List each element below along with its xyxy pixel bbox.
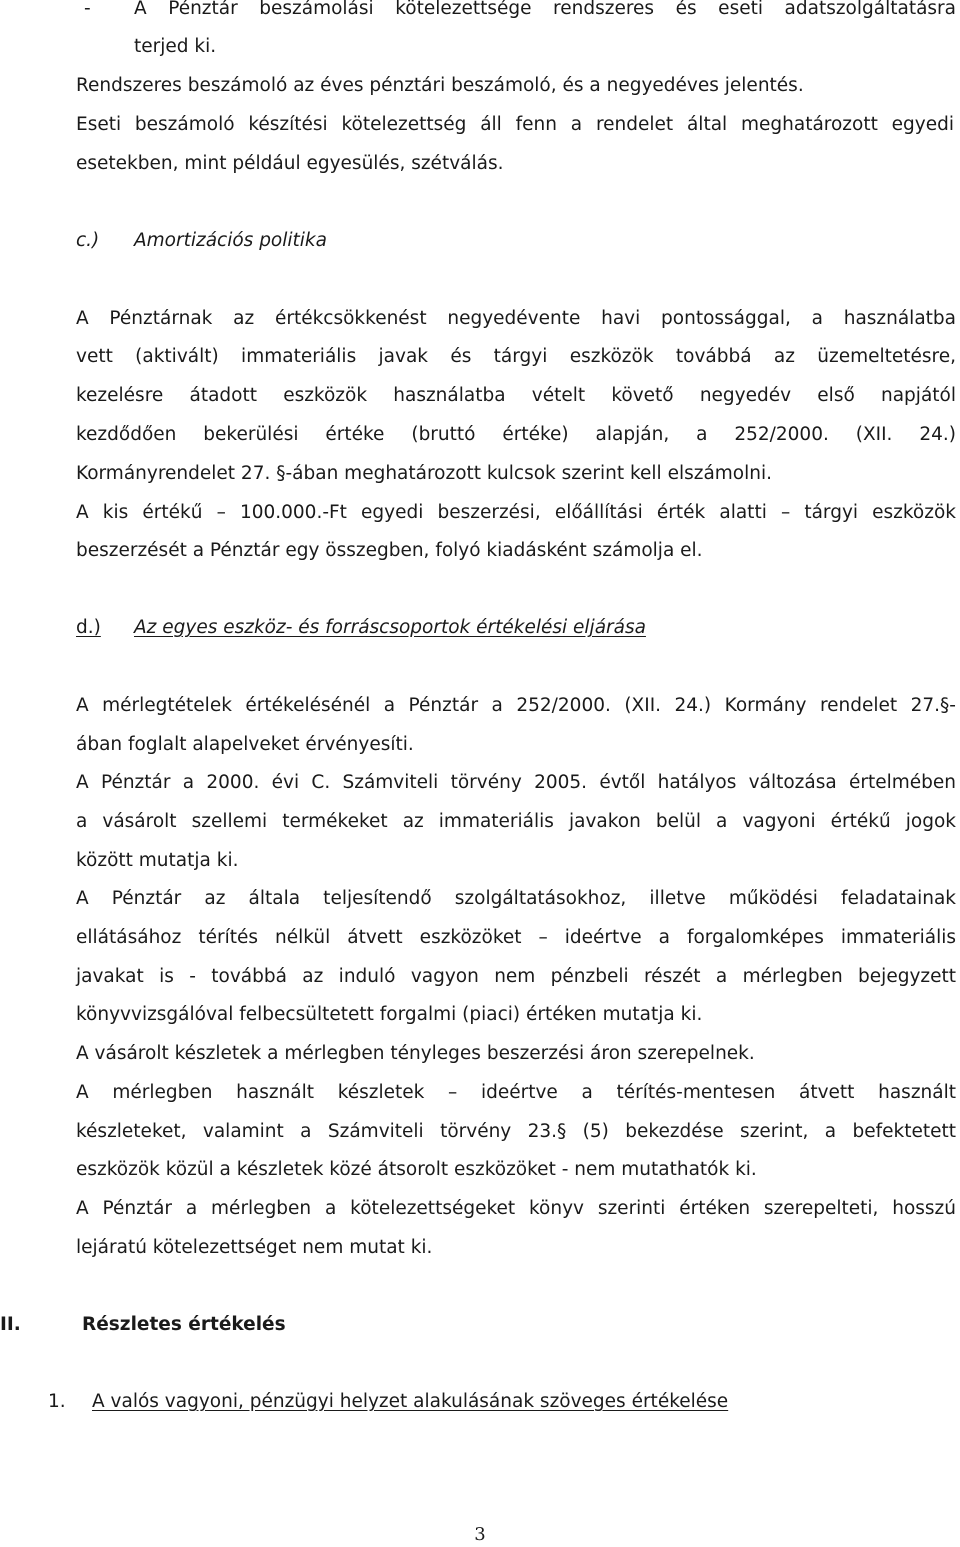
text-line: ában foglalt alapelveket érvényesíti. — [76, 734, 414, 755]
text-line: Eseti beszámoló készítési kötelezettség áll fenn a rendelet által meghatározott egyedi — [76, 114, 954, 135]
text-line: A mérlegben használt készletek – ideértve a térítés-mentesen átvett használt — [76, 1082, 956, 1103]
section-title-amortization: Amortizációs politika — [134, 230, 327, 251]
text-line: A Pénztárnak az értékcsökkenést negyedévente havi pontossággal, a használatba — [76, 308, 956, 329]
text-line: terjed ki. — [134, 36, 217, 57]
list-dash: - — [84, 0, 91, 19]
text-line: A Pénztár a 2000. évi C. Számviteli törvény 2005. évtől hatályos változása értelmében — [76, 772, 956, 793]
text-line: ellátásához térítés nélkül átvett eszközöket – ideértve a forgalomképes immateriális — [76, 927, 956, 948]
text-line: Rendszeres beszámoló az éves pénztári beszámoló, és a negyedéves jelentés. — [76, 75, 804, 96]
text-line: lejáratú kötelezettséget nem mutat ki. — [76, 1237, 433, 1258]
section-label-d: d.) — [76, 617, 101, 638]
text-line: kezelésre átadott eszközök használatba vételt követő negyedév első napjától — [76, 385, 956, 406]
text-line: beszerzését a Pénztár egy összegben, folyó kiadásként számolja el. — [76, 540, 703, 561]
text-line: készleteket, valamint a Számviteli törvény 23.§ (5) bekezdése szerint, a befektetett — [76, 1121, 956, 1142]
text-line: a vásárolt szellemi termékeket az immateriális javakon belül a vagyoni értékű jogok — [76, 811, 956, 832]
text-line: eszközök közül a készletek közé átsorolt eszközöket - nem mutathatók ki. — [76, 1159, 757, 1180]
text-line: esetekben, mint például egyesülés, szétválás. — [76, 153, 504, 174]
text-line: A Pénztár az általa teljesítendő szolgáltatásokhoz, illetve működési feladatainak — [76, 888, 956, 909]
subsection-title: A valós vagyoni, pénzügyi helyzet alakulásának szöveges értékelése — [92, 1391, 729, 1412]
text-line: A vásárolt készletek a mérlegben tényleges beszerzési áron szerepelnek. — [76, 1043, 755, 1064]
chapter-title: Részletes értékelés — [82, 1314, 286, 1335]
section-label-c: c.) — [76, 230, 100, 251]
text-line: javakat is - továbbá az induló vagyon nem pénzbeli részét a mérlegben bejegyzett — [76, 966, 956, 987]
page-number: 3 — [474, 1524, 486, 1545]
text-line: között mutatja ki. — [76, 850, 239, 871]
text-line: kezdődően bekerülési értéke (bruttó értéke) alapján, a 252/2000. (XII. 24.) — [76, 424, 956, 445]
text-line: A mérlegtételek értékelésénél a Pénztár a 252/2000. (XII. 24.) Kormány rendelet 27.§- — [76, 695, 956, 716]
subsection-number: 1. — [48, 1391, 66, 1412]
text-line: A Pénztár a mérlegben a kötelezettségeket könyv szerinti értéken szerepelteti, hosszú — [76, 1198, 956, 1219]
text-line: Kormányrendelet 27. §-ában meghatározott kulcsok szerint kell elszámolni. — [76, 463, 773, 484]
text-line: A kis értékű – 100.000.-Ft egyedi beszerzési, előállítási érték alatti – tárgyi eszközök — [76, 502, 956, 523]
text-line: A Pénztár beszámolási kötelezettsége rendszeres és eseti adatszolgáltatásra — [134, 0, 956, 19]
chapter-number: II. — [0, 1314, 21, 1335]
section-title-valuation: Az egyes eszköz- és forráscsoportok értékelési eljárása — [134, 617, 646, 638]
text-line: vett (aktivált) immateriális javak és tárgyi eszközök továbbá az üzemeltetésre, — [76, 346, 956, 367]
text-line: könyvvizsgálóval felbecsültetett forgalmi (piaci) értéken mutatja ki. — [76, 1004, 703, 1025]
